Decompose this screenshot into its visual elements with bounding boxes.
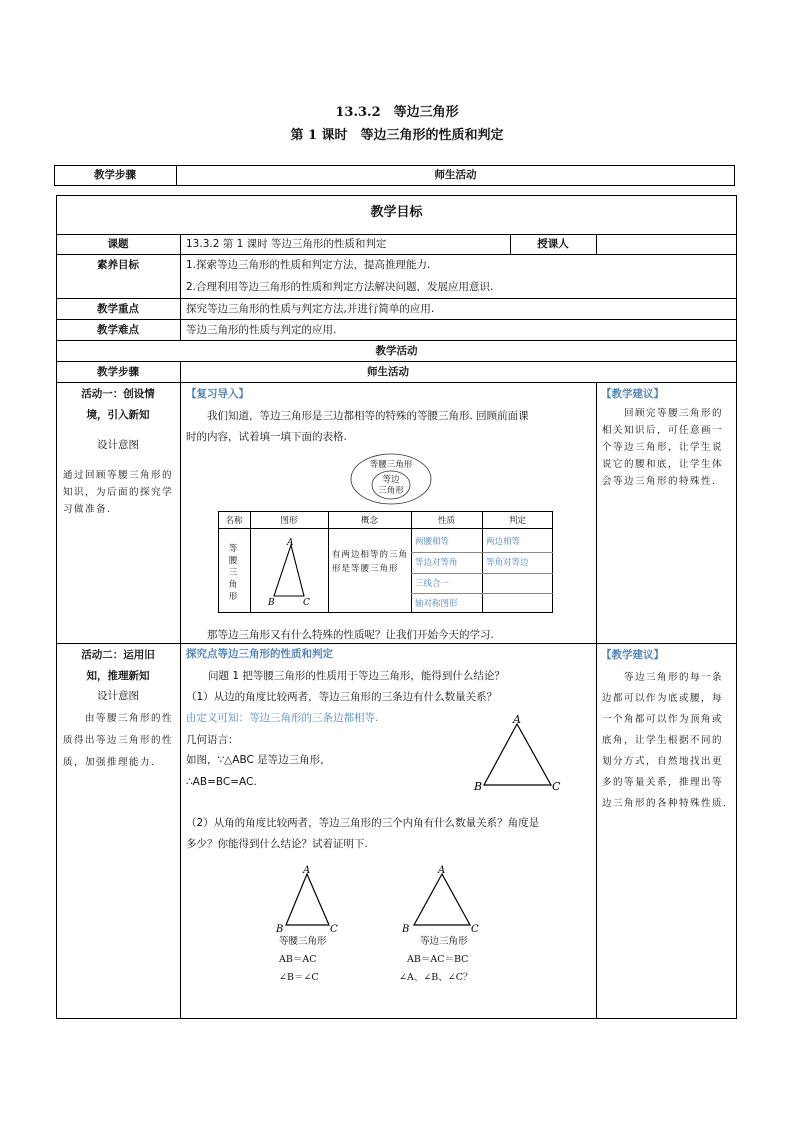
rt-criteria-2: 等角对等边 <box>486 558 529 568</box>
compare-equilateral-figure <box>398 862 490 936</box>
act1-tip-text: 回顾完等腰三角形的相关知识后，可任意画一个等边三角形，让学生说说它的腰和底，让学生体会等边三角形的特殊性. <box>602 408 724 487</box>
act1-para-1: 我们知道，等边三角形是三边都相等的特殊的等腰三角形. 回顾前面课 <box>207 410 529 422</box>
geo-line-2: ∴AB=BC=AC. <box>186 776 257 788</box>
act1-closing: 那等边三角形又有什么特殊的性质呢？让我们开始今天的学习. <box>207 629 494 641</box>
eq-label-b: B <box>474 780 483 793</box>
answer-1: 由定义可知：等边三角形的三条边都相等. <box>186 712 379 724</box>
q1-part1: （1）从边的角度比较两者，等边三角形的三条边有什么数量关系？ <box>186 691 498 703</box>
rt-criteria-1: 两边相等 <box>486 537 521 547</box>
q1-part2-line1: （2）从角的角度比较两者，等边三角形的三个内角有什么数量关系？角度是 <box>186 817 540 829</box>
literacy-goal-1: 1.探索等边三角形的性质和判定方法，提高推理能力. <box>186 259 431 271</box>
left-fig-caption: 等腰三角形 <box>279 936 327 947</box>
eq-label-c: C <box>552 780 561 793</box>
act2-tip-text: 等边三角形的每一条边都可以作为底或腰，每一个角都可以作为顶角或底角，让学生根据不同的划分方式，自然地找出更多的等量关系，推理出等边三角形的各种特殊性质. <box>602 672 728 809</box>
key-label: 教学重点 <box>97 303 139 315</box>
explore-title: 探究点等边三角形的性质和判定 <box>186 648 333 660</box>
rt-property-4: 轴对称图形 <box>415 599 458 609</box>
difficulty-label: 教学难点 <box>97 324 139 336</box>
q1-part2-line2: 多少？你能得到什么结论？试着证明下. <box>186 838 368 850</box>
equilateral-figure <box>470 710 566 794</box>
rt-property-1: 两腰相等 <box>415 537 450 547</box>
rt-property-2: 等边对等角 <box>415 558 458 568</box>
right-fig-caption: 等边三角形 <box>420 936 468 947</box>
act1-name-1: 活动一：创设情 <box>81 388 155 400</box>
rt-property-3: 三线合一 <box>415 579 450 589</box>
rt-header-figure: 图形 <box>280 516 298 526</box>
ci-label-b: B <box>276 924 284 935</box>
doc-title: 13.3.2 等边三角形 <box>335 105 459 120</box>
review-tag: 【复习导入】 <box>186 388 249 400</box>
venn-outer-label: 等腰三角形 <box>369 460 413 470</box>
act2-design-text: 由等腰三角形的性质得出等边三角形的性质，加强推理能力. <box>63 713 174 768</box>
act2-name-1: 活动二：运用旧 <box>81 649 155 661</box>
rt-label-c: C <box>303 598 310 608</box>
difficulty-value: 等边三角形的性质与判定的应用. <box>186 324 337 336</box>
topic-value: 13.3.2 第 1 课时 等边三角形的性质和判定 <box>186 238 387 250</box>
rt-concept: 有两边相等的三角形是等腰三角形 <box>332 550 409 574</box>
act1-design-label: 设计意图 <box>97 439 139 451</box>
ce-label-a: A <box>438 865 446 876</box>
activities-title: 教学活动 <box>375 345 418 357</box>
act2-design-label: 设计意图 <box>97 690 139 702</box>
top-col-steps: 教学步骤 <box>94 169 136 181</box>
teacher-label: 授课人 <box>537 238 569 250</box>
rt-header-criteria: 判定 <box>508 516 526 526</box>
rt-header-name: 名称 <box>225 516 243 526</box>
activities-col-steps: 教学步骤 <box>97 366 139 378</box>
left-fig-eq1: AB＝AC <box>279 954 317 965</box>
ce-label-b: B <box>402 924 410 935</box>
act1-design-text: 通过回顾等腰三角形的知识，为后面的探究学习做准备. <box>63 470 174 515</box>
act2-tip-tag: 【教学建议】 <box>601 649 664 661</box>
ci-label-a: A <box>303 865 311 876</box>
venn-inner-label-2: 三角形 <box>378 486 404 496</box>
q1: 问题 1 把等腰三角形的性质用于等边三角形，能得到什么结论？ <box>208 670 505 682</box>
compare-isosceles-figure <box>272 862 346 936</box>
doc-subtitle: 第 1 课时 等边三角形的性质和判定 <box>290 128 504 143</box>
rt-label-a: A <box>287 538 294 548</box>
top-col-activities: 师生活动 <box>434 169 477 181</box>
activities-col-activities: 师生活动 <box>367 366 409 378</box>
rt-isosceles-figure <box>262 536 320 608</box>
right-fig-eq1: AB＝AC＝BC <box>407 954 469 965</box>
ci-label-c: C <box>330 924 338 935</box>
rt-header-concept: 概念 <box>360 516 378 526</box>
left-fig-eq2: ∠B＝∠C <box>279 972 319 983</box>
act1-name-2: 境，引入新知 <box>86 409 150 421</box>
eq-label-a: A <box>513 713 521 726</box>
venn-inner-label-1: 等边 <box>382 475 400 485</box>
act1-para-2: 时的内容，试着填一填下面的表格. <box>186 431 347 443</box>
literacy-goal-2: 2.合理利用等边三角形的性质和判定方法解决问题，发展应用意识. <box>186 281 494 293</box>
rt-label-b: B <box>268 598 275 608</box>
goals-title: 教学目标 <box>370 205 423 220</box>
ce-label-c: C <box>471 924 479 935</box>
geo-line-1: 如图，∵△ABC 是等边三角形， <box>186 754 331 766</box>
topic-label: 课题 <box>107 238 129 250</box>
rt-header-property: 性质 <box>437 516 455 526</box>
key-value: 探究等边三角形的性质与判定方法,并进行简单的应用. <box>186 303 435 315</box>
right-fig-eq2: ∠A、∠B、∠C？ <box>399 972 473 983</box>
rt-row-name: 等腰三角形 <box>228 544 238 602</box>
geo-label: 几何语言： <box>186 734 239 746</box>
act1-tip-tag: 【教学建议】 <box>601 388 664 400</box>
act2-name-2: 知，推理新知 <box>86 670 150 682</box>
literacy-label: 素养目标 <box>97 259 139 271</box>
